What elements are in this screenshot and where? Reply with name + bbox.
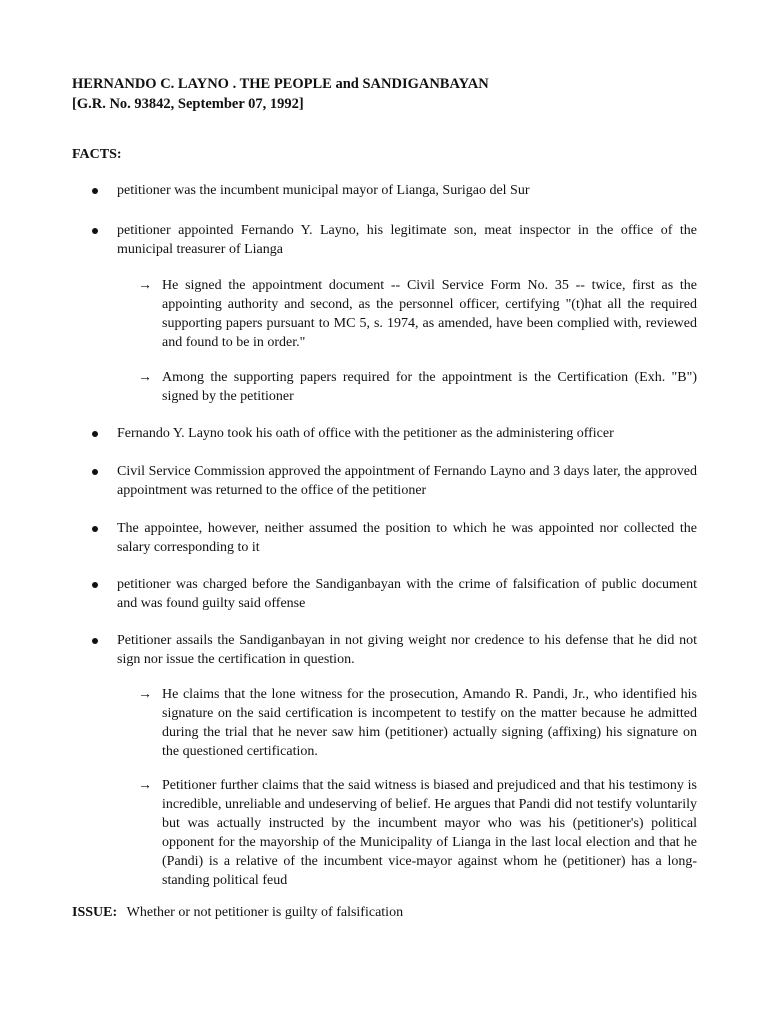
bullet-dot [92, 228, 98, 234]
arrow-icon: → [138, 687, 152, 702]
case-title: HERNANDO C. LAYNO . THE PEOPLE and SANDIGANBAYAN [72, 76, 489, 92]
issue-label: ISSUE: [72, 905, 118, 920]
fact-item: The appointee, however, neither assumed the position to which he was appointed nor collected the salary corresponding to it [117, 521, 697, 555]
fact-item: Fernando Y. Layno took his oath of office with the petitioner as the administering officer [117, 426, 614, 441]
fact-item: petitioner appointed Fernando Y. Layno, his legitimate son, meat inspector in the office of the municipal treasurer of Lianga [117, 223, 697, 257]
issue-text: Whether or not petitioner is guilty of falsification [126, 905, 404, 920]
fact-subitem: Among the supporting papers required for the appointment is the Certification (Exh. "B") signed by the petitioner [162, 370, 697, 404]
facts-heading: FACTS: [72, 147, 122, 162]
bullet-dot [92, 638, 98, 644]
fact-subitem: Petitioner further claims that the said witness is biased and prejudiced and that his testimony is incredible, unreliable and undeserving of belief. He argues that Pandi did not testify voluntarily but was actually instructed by the incumbent mayor who was his (petitioner's) political opponent for the mayorship of the Municipality of Lianga in the last local election and that he (Pandi) is a relative of the incumbent vice-mayor against whom he (petitioner) has a long-standing political feud [162, 778, 697, 888]
arrow-icon: → [138, 278, 152, 293]
bullet-dot [92, 188, 98, 194]
bullet-dot [92, 582, 98, 588]
arrow-icon: → [138, 370, 152, 385]
arrow-icon: → [138, 778, 152, 793]
bullet-dot [92, 431, 98, 437]
fact-subitem: He claims that the lone witness for the prosecution, Amando R. Pandi, Jr., who identified his signature on the said certification is incompetent to testify on the matter because he admitted during the trial that he never saw him (petitioner) actually signing (affixing) his signature on the questioned certification. [162, 687, 697, 759]
fact-item: Petitioner assails the Sandiganbayan in not giving weight nor credence to his defense that he did not sign nor issue the certification in question. [117, 633, 697, 667]
fact-item: Civil Service Commission approved the appointment of Fernando Layno and 3 days later, the approved appointment was returned to the office of the petitioner [117, 464, 697, 498]
fact-item: petitioner was the incumbent municipal mayor of Lianga, Surigao del Sur [117, 183, 530, 198]
bullet-dot [92, 526, 98, 532]
fact-item: petitioner was charged before the Sandiganbayan with the crime of falsification of public document and was found guilty said offense [117, 577, 697, 611]
fact-subitem: He signed the appointment document -- Civil Service Form No. 35 -- twice, first as the appointing authority and second, as the personnel officer, certifying "(t)hat all the required supporting papers pursuant to MC 5, s. 1974, as amended, have been complied with, reviewed and found to be in order." [162, 278, 697, 350]
bullet-dot [92, 469, 98, 475]
issue-line [72, 903, 403, 922]
case-header [72, 74, 489, 114]
case-citation: [G.R. No. 93842, September 07, 1992] [72, 96, 304, 112]
